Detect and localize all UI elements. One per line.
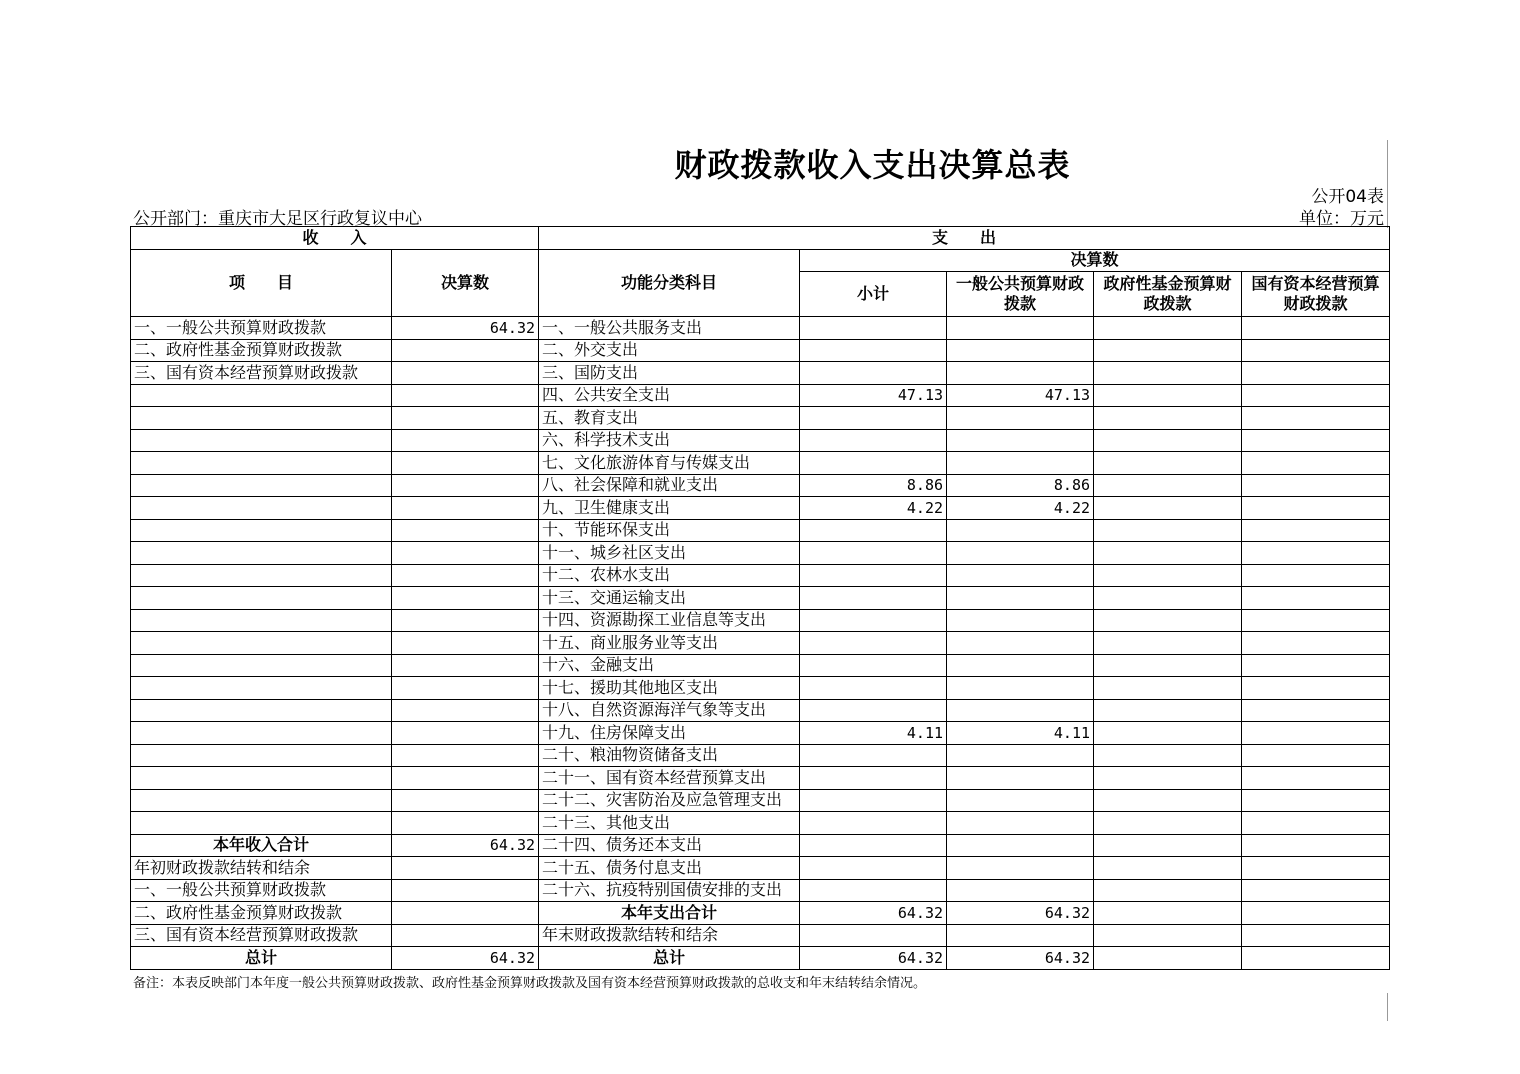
- state-capital-cell: [1242, 812, 1390, 835]
- expense-item-cell: 十七、援助其他地区支出: [539, 677, 800, 700]
- unit-label: 单位：万元: [1299, 209, 1384, 229]
- income-header: 收 入: [131, 227, 539, 250]
- expense-item-cell: 七、文化旅游体育与传媒支出: [539, 452, 800, 475]
- state-capital-cell: [1242, 789, 1390, 812]
- income-amount-cell: [392, 857, 539, 880]
- final-amount-header: 决算数: [800, 249, 1390, 272]
- expense-item-cell: 十、节能环保支出: [539, 519, 800, 542]
- table-row: [131, 519, 1390, 542]
- state-capital-cell: [1242, 879, 1390, 902]
- subtotal-cell: 47.13: [800, 384, 947, 407]
- income-item-cell: [131, 812, 392, 835]
- income-amount-cell: 64.32: [392, 947, 539, 970]
- gov-fund-cell: [1094, 654, 1242, 677]
- subtotal-cell: [800, 564, 947, 587]
- state-capital-header: 国有资本经营预算财政拨款: [1242, 272, 1390, 317]
- expense-item-cell: 五、教育支出: [539, 407, 800, 430]
- general-budget-cell: 4.22: [947, 497, 1094, 520]
- state-capital-cell: [1242, 677, 1390, 700]
- expense-item-cell: 一、一般公共服务支出: [539, 317, 800, 340]
- general-budget-header: 一般公共预算财政拨款: [947, 272, 1094, 317]
- income-amount-cell: [392, 699, 539, 722]
- state-capital-cell: [1242, 654, 1390, 677]
- gov-fund-cell: [1094, 744, 1242, 767]
- general-budget-cell: [947, 632, 1094, 655]
- income-item-cell: [131, 542, 392, 565]
- table-row: [131, 902, 1390, 925]
- subtotal-cell: [800, 339, 947, 362]
- state-capital-cell: [1242, 744, 1390, 767]
- expense-item-cell: 总计: [539, 947, 800, 970]
- general-budget-cell: [947, 339, 1094, 362]
- state-capital-cell: [1242, 632, 1390, 655]
- page-edge-line: [1387, 993, 1388, 1021]
- gov-fund-cell: [1094, 384, 1242, 407]
- income-item-cell: 年初财政拨款结转和结余: [131, 857, 392, 880]
- table-row: [131, 587, 1390, 610]
- state-capital-cell: [1242, 609, 1390, 632]
- general-budget-cell: [947, 542, 1094, 565]
- income-item-cell: [131, 587, 392, 610]
- page-title: 财政拨款收入支出决算总表: [674, 146, 1071, 184]
- income-amount-cell: [392, 722, 539, 745]
- income-amount-cell: [392, 384, 539, 407]
- general-budget-cell: [947, 834, 1094, 857]
- gov-fund-cell: [1094, 632, 1242, 655]
- function-category-header: 功能分类科目: [539, 249, 800, 317]
- general-budget-cell: [947, 317, 1094, 340]
- table-row: [131, 677, 1390, 700]
- expense-item-cell: 年末财政拨款结转和结余: [539, 924, 800, 947]
- table-row: [131, 654, 1390, 677]
- subtotal-cell: [800, 429, 947, 452]
- general-budget-cell: [947, 767, 1094, 790]
- state-capital-cell: [1242, 564, 1390, 587]
- income-amount-cell: [392, 609, 539, 632]
- subtotal-cell: [800, 609, 947, 632]
- subtotal-cell: 4.22: [800, 497, 947, 520]
- gov-fund-cell: [1094, 812, 1242, 835]
- state-capital-cell: [1242, 834, 1390, 857]
- table-row: [131, 699, 1390, 722]
- income-item-cell: [131, 677, 392, 700]
- budget-table: [130, 226, 1390, 970]
- gov-fund-cell: [1094, 834, 1242, 857]
- gov-fund-cell: [1094, 452, 1242, 475]
- subtotal-cell: [800, 699, 947, 722]
- general-budget-cell: [947, 789, 1094, 812]
- expense-item-cell: 二十四、债务还本支出: [539, 834, 800, 857]
- income-amount-cell: [392, 879, 539, 902]
- income-item-cell: [131, 789, 392, 812]
- gov-fund-cell: [1094, 857, 1242, 880]
- income-item-cell: 总计: [131, 947, 392, 970]
- expense-item-cell: 十一、城乡社区支出: [539, 542, 800, 565]
- subtotal-cell: [800, 654, 947, 677]
- income-item-cell: [131, 564, 392, 587]
- state-capital-cell: [1242, 497, 1390, 520]
- general-budget-cell: [947, 744, 1094, 767]
- expense-item-cell: 二十一、国有资本经营预算支出: [539, 767, 800, 790]
- table-row: [131, 812, 1390, 835]
- gov-fund-cell: [1094, 879, 1242, 902]
- subtotal-cell: [800, 857, 947, 880]
- state-capital-cell: [1242, 519, 1390, 542]
- general-budget-cell: [947, 924, 1094, 947]
- table-row: [131, 767, 1390, 790]
- gov-fund-cell: [1094, 362, 1242, 385]
- general-budget-cell: [947, 654, 1094, 677]
- footnote: 备注：本表反映部门本年度一般公共预算财政拨款、政府性基金预算财政拨款及国有资本经营预算财政拨款的总收支和年末结转结余情况。: [133, 976, 927, 991]
- expense-item-cell: 十五、商业服务业等支出: [539, 632, 800, 655]
- income-item-cell: 本年收入合计: [131, 834, 392, 857]
- income-amount-cell: [392, 767, 539, 790]
- table-row: [131, 497, 1390, 520]
- expense-item-cell: 十八、自然资源海洋气象等支出: [539, 699, 800, 722]
- table-row: [131, 609, 1390, 632]
- general-budget-cell: [947, 519, 1094, 542]
- subtotal-cell: [800, 879, 947, 902]
- subtotal-cell: [800, 587, 947, 610]
- general-budget-cell: [947, 677, 1094, 700]
- table-row: [131, 834, 1390, 857]
- income-amount-cell: [392, 744, 539, 767]
- state-capital-cell: [1242, 699, 1390, 722]
- amount-header: 决算数: [392, 249, 539, 317]
- income-item-cell: [131, 609, 392, 632]
- general-budget-cell: 64.32: [947, 947, 1094, 970]
- table-row: [131, 384, 1390, 407]
- table-row: [131, 542, 1390, 565]
- general-budget-cell: [947, 564, 1094, 587]
- general-budget-cell: 8.86: [947, 474, 1094, 497]
- subtotal-cell: [800, 452, 947, 475]
- subtotal-cell: [800, 767, 947, 790]
- gov-fund-cell: [1094, 497, 1242, 520]
- income-amount-cell: 64.32: [392, 317, 539, 340]
- income-item-cell: [131, 722, 392, 745]
- income-item-cell: [131, 384, 392, 407]
- gov-fund-cell: [1094, 699, 1242, 722]
- subtotal-cell: [800, 677, 947, 700]
- table-row: [131, 452, 1390, 475]
- income-amount-cell: [392, 407, 539, 430]
- table-row: [131, 947, 1390, 970]
- income-item-cell: 二、政府性基金预算财政拨款: [131, 902, 392, 925]
- general-budget-cell: 4.11: [947, 722, 1094, 745]
- expense-header: 支 出: [539, 227, 1390, 250]
- table-row: [131, 474, 1390, 497]
- income-amount-cell: [392, 362, 539, 385]
- subtotal-cell: [800, 407, 947, 430]
- income-amount-cell: [392, 452, 539, 475]
- state-capital-cell: [1242, 902, 1390, 925]
- income-item-cell: 三、国有资本经营预算财政拨款: [131, 362, 392, 385]
- table-row: [131, 722, 1390, 745]
- income-item-cell: 一、一般公共预算财政拨款: [131, 317, 392, 340]
- income-item-cell: [131, 744, 392, 767]
- state-capital-cell: [1242, 947, 1390, 970]
- gov-fund-cell: [1094, 767, 1242, 790]
- income-amount-cell: [392, 497, 539, 520]
- state-capital-cell: [1242, 857, 1390, 880]
- state-capital-cell: [1242, 384, 1390, 407]
- income-item-cell: 二、政府性基金预算财政拨款: [131, 339, 392, 362]
- state-capital-cell: [1242, 452, 1390, 475]
- income-item-cell: [131, 474, 392, 497]
- income-amount-cell: [392, 542, 539, 565]
- expense-item-cell: 二十三、其他支出: [539, 812, 800, 835]
- general-budget-cell: [947, 879, 1094, 902]
- expense-item-cell: 二十二、灾害防治及应急管理支出: [539, 789, 800, 812]
- table-row: [131, 744, 1390, 767]
- table-row: [131, 317, 1390, 340]
- income-item-cell: 三、国有资本经营预算财政拨款: [131, 924, 392, 947]
- subtotal-cell: [800, 317, 947, 340]
- state-capital-cell: [1242, 474, 1390, 497]
- general-budget-cell: [947, 609, 1094, 632]
- table-row: [131, 632, 1390, 655]
- gov-fund-cell: [1094, 474, 1242, 497]
- gov-fund-header: 政府性基金预算财政拨款: [1094, 272, 1242, 317]
- general-budget-cell: [947, 362, 1094, 385]
- gov-fund-cell: [1094, 722, 1242, 745]
- general-budget-cell: [947, 587, 1094, 610]
- expense-item-cell: 十四、资源勘探工业信息等支出: [539, 609, 800, 632]
- gov-fund-cell: [1094, 429, 1242, 452]
- income-amount-cell: [392, 564, 539, 587]
- table-row: [131, 879, 1390, 902]
- expense-item-cell: 九、卫生健康支出: [539, 497, 800, 520]
- expense-item-cell: 三、国防支出: [539, 362, 800, 385]
- income-amount-cell: [392, 474, 539, 497]
- expense-item-cell: 二十、粮油物资储备支出: [539, 744, 800, 767]
- gov-fund-cell: [1094, 519, 1242, 542]
- state-capital-cell: [1242, 407, 1390, 430]
- income-item-cell: 一、一般公共预算财政拨款: [131, 879, 392, 902]
- income-item-cell: [131, 632, 392, 655]
- expense-item-cell: 四、公共安全支出: [539, 384, 800, 407]
- income-item-cell: [131, 654, 392, 677]
- gov-fund-cell: [1094, 587, 1242, 610]
- general-budget-cell: [947, 452, 1094, 475]
- income-amount-cell: [392, 339, 539, 362]
- gov-fund-cell: [1094, 677, 1242, 700]
- subtotal-cell: 64.32: [800, 902, 947, 925]
- expense-item-cell: 十六、金融支出: [539, 654, 800, 677]
- gov-fund-cell: [1094, 902, 1242, 925]
- gov-fund-cell: [1094, 564, 1242, 587]
- income-amount-cell: [392, 632, 539, 655]
- subtotal-cell: [800, 362, 947, 385]
- subtotal-cell: 4.11: [800, 722, 947, 745]
- table-row: [131, 564, 1390, 587]
- expense-item-cell: 二十五、债务付息支出: [539, 857, 800, 880]
- state-capital-cell: [1242, 317, 1390, 340]
- subtotal-cell: 8.86: [800, 474, 947, 497]
- gov-fund-cell: [1094, 339, 1242, 362]
- state-capital-cell: [1242, 429, 1390, 452]
- income-item-cell: [131, 497, 392, 520]
- form-code: 公开04表: [1311, 187, 1384, 207]
- subtotal-header: 小计: [800, 272, 947, 317]
- table-row: [131, 407, 1390, 430]
- expense-item-cell: 十九、住房保障支出: [539, 722, 800, 745]
- expense-item-cell: 八、社会保障和就业支出: [539, 474, 800, 497]
- table-row: [131, 924, 1390, 947]
- income-amount-cell: [392, 924, 539, 947]
- income-item-cell: [131, 699, 392, 722]
- subtotal-cell: [800, 542, 947, 565]
- state-capital-cell: [1242, 362, 1390, 385]
- subtotal-cell: [800, 812, 947, 835]
- expense-item-cell: 本年支出合计: [539, 902, 800, 925]
- income-item-cell: [131, 519, 392, 542]
- department-label: 公开部门：重庆市大足区行政复议中心: [133, 209, 422, 229]
- income-item-cell: [131, 767, 392, 790]
- expense-item-cell: 六、科学技术支出: [539, 429, 800, 452]
- state-capital-cell: [1242, 542, 1390, 565]
- subtotal-cell: [800, 789, 947, 812]
- income-item-cell: [131, 429, 392, 452]
- general-budget-cell: [947, 407, 1094, 430]
- table-body: [131, 317, 1390, 970]
- subtotal-cell: [800, 744, 947, 767]
- general-budget-cell: [947, 429, 1094, 452]
- subtotal-cell: [800, 519, 947, 542]
- expense-item-cell: 十二、农林水支出: [539, 564, 800, 587]
- income-amount-cell: [392, 519, 539, 542]
- table-row: [131, 339, 1390, 362]
- income-amount-cell: [392, 677, 539, 700]
- state-capital-cell: [1242, 722, 1390, 745]
- gov-fund-cell: [1094, 407, 1242, 430]
- subtotal-cell: [800, 632, 947, 655]
- general-budget-cell: [947, 699, 1094, 722]
- gov-fund-cell: [1094, 947, 1242, 970]
- gov-fund-cell: [1094, 609, 1242, 632]
- income-amount-cell: [392, 429, 539, 452]
- subtotal-cell: [800, 924, 947, 947]
- income-amount-cell: [392, 902, 539, 925]
- state-capital-cell: [1242, 767, 1390, 790]
- state-capital-cell: [1242, 339, 1390, 362]
- page-edge-line: [1387, 140, 1388, 228]
- income-amount-cell: [392, 654, 539, 677]
- income-amount-cell: 64.32: [392, 834, 539, 857]
- expense-item-cell: 十三、交通运输支出: [539, 587, 800, 610]
- income-amount-cell: [392, 587, 539, 610]
- subtotal-cell: [800, 834, 947, 857]
- income-item-cell: [131, 452, 392, 475]
- gov-fund-cell: [1094, 789, 1242, 812]
- general-budget-cell: [947, 812, 1094, 835]
- table-row: [131, 789, 1390, 812]
- expense-item-cell: 二、外交支出: [539, 339, 800, 362]
- subtotal-cell: 64.32: [800, 947, 947, 970]
- general-budget-cell: 47.13: [947, 384, 1094, 407]
- state-capital-cell: [1242, 587, 1390, 610]
- table-row: [131, 362, 1390, 385]
- gov-fund-cell: [1094, 542, 1242, 565]
- table-row: [131, 429, 1390, 452]
- table-row: [131, 857, 1390, 880]
- state-capital-cell: [1242, 924, 1390, 947]
- item-header: 项 目: [131, 249, 392, 317]
- income-item-cell: [131, 407, 392, 430]
- general-budget-cell: 64.32: [947, 902, 1094, 925]
- general-budget-cell: [947, 857, 1094, 880]
- income-amount-cell: [392, 789, 539, 812]
- gov-fund-cell: [1094, 317, 1242, 340]
- income-amount-cell: [392, 812, 539, 835]
- expense-item-cell: 二十六、抗疫特别国债安排的支出: [539, 879, 800, 902]
- gov-fund-cell: [1094, 924, 1242, 947]
